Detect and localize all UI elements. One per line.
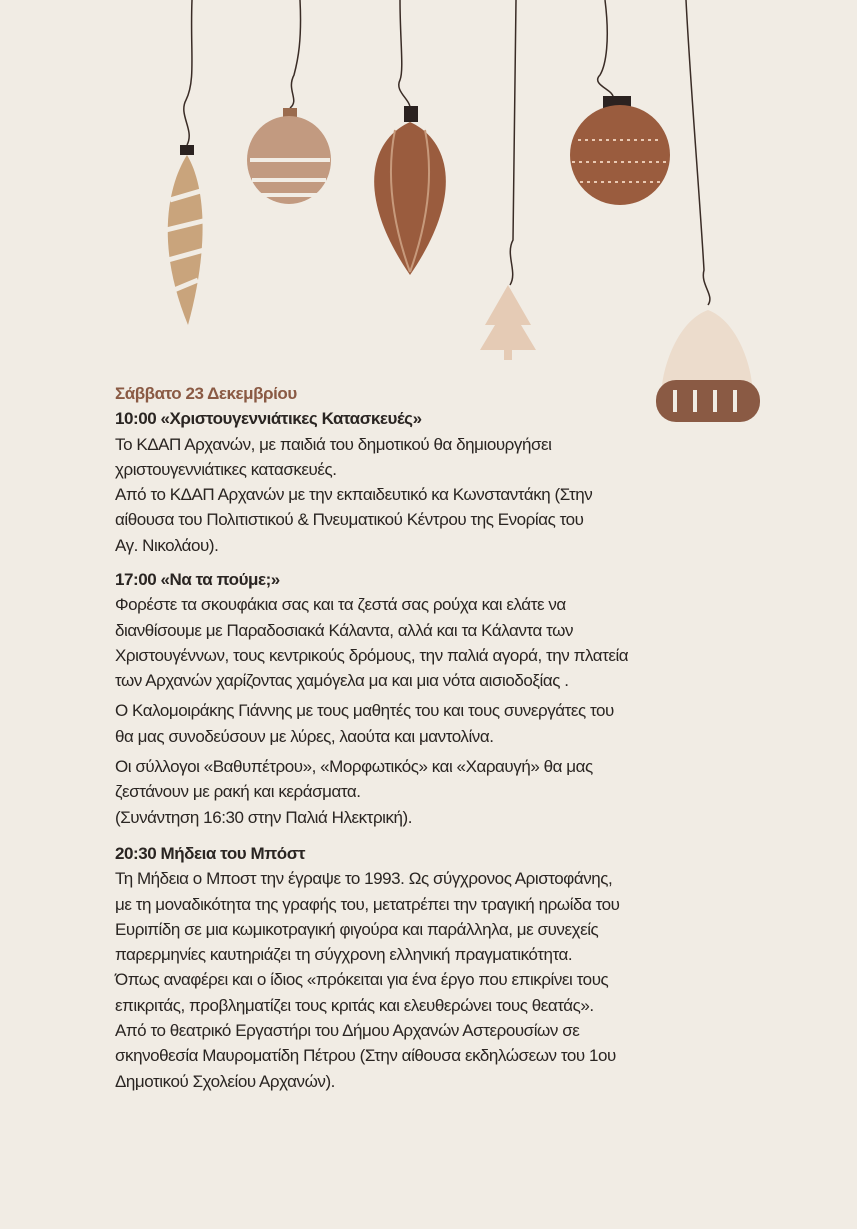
ornament-bell-icon [656, 310, 760, 422]
event-text: Χριστουγέννων, τους κεντρικούς δρόμους, την παλιά αγορά, την πλατεία [115, 645, 629, 665]
event-text: Όπως αναφέρει και ο ίδιος «πρόκειται για ένα έργο που επικρίνει τους [115, 970, 609, 990]
ornament-long-drop-icon [166, 145, 207, 325]
event-text: παρερμηνίες καυτηριάζει τη σύγχρονη ελληνική πραγματικότητα. [115, 945, 573, 965]
event-text: επικριτάς, προβληματίζει τους κριτάς και ελευθερώνει τους θεατάς». [115, 995, 594, 1015]
event-text: αίθουσα του Πολιτιστικού & Πνευματικού Κέντρου της Ενορίας του [115, 510, 584, 530]
event-heading: 10:00 «Χριστουγεννιάτικες Κατασκευές» [115, 409, 422, 429]
event-text: Αγ. Νικολάου). [115, 535, 219, 555]
event-text: (Συνάντηση 16:30 στην Παλιά Ηλεκτρική). [115, 807, 413, 827]
event-text: των Αρχανών χαρίζοντας χαμόγελα μα και μια νότα αισιοδοξίας . [115, 671, 569, 691]
hanging-ornaments-illustration [0, 0, 857, 440]
event-text: Δημοτικού Σχολείου Αρχανών). [115, 1071, 335, 1091]
event-1 [115, 381, 592, 558]
event-heading: 17:00 «Να τα πούμε;» [115, 570, 280, 589]
ornament-round-brown-icon [570, 96, 670, 205]
event-text: Τη Μήδεια ο Μποστ την έγραψε το 1993. Ως σύγχρονος Αριστοφάνης, [115, 869, 613, 889]
day-title: Σάββατο 23 Δεκεμβρίου [115, 384, 297, 403]
event-text: Από το θεατρικό Εργαστήρι του Δήμου Αρχανών Αστερουσίων σε [115, 1021, 580, 1041]
event-text: με τη μοναδικότητα της γραφής του, μετατρέπει την τραγική ηρωίδα του [115, 894, 620, 914]
ornament-tree-icon [480, 285, 536, 360]
event-text: Ευριπίδη σε μια κωμικοτραγική φιγούρα και παράλληλα, με συνεχείς [115, 919, 599, 939]
event-text: Από το ΚΔΑΠ Αρχανών με την εκπαιδευτικό κα Κωνσταντάκη (Στην [115, 485, 593, 505]
event-3 [115, 841, 620, 1094]
event-text: χριστουγεννιάτικες κατασκευές. [115, 459, 337, 479]
event-2 [115, 567, 628, 830]
event-text: θα μας συνοδεύσουν με λύρες, λαούτα και μαντολίνα. [115, 726, 494, 746]
ornament-teardrop-icon [374, 106, 446, 275]
event-text: Το ΚΔΑΠ Αρχανών, με παιδιά του δημοτικού θα δημιουργήσει [115, 434, 552, 454]
event-text: Ο Καλομοιράκης Γιάννης με τους μαθητές του και τους συνεργάτες του [115, 701, 614, 721]
event-heading: 20:30 Μήδεια του Μπόστ [115, 844, 306, 863]
event-text: ζεστάνουν με ρακή και κεράσματα. [115, 782, 361, 802]
event-text: σκηνοθεσία Μαυροματίδη Πέτρου (Στην αίθουσα εκδηλώσεων του 1ου [115, 1046, 616, 1066]
event-text: Φορέστε τα σκουφάκια σας και τα ζεστά σας ρούχα και ελάτε να [115, 595, 566, 615]
event-text: διανθίσουμε με Παραδοσιακά Κάλαντα, αλλά και τα Κάλαντα των [115, 620, 573, 640]
event-text: Οι σύλλογοι «Βαθυπέτρου», «Μορφωτικός» και «Χαραυγή» θα μας [115, 757, 593, 777]
ornament-round-striped-icon [247, 108, 331, 204]
